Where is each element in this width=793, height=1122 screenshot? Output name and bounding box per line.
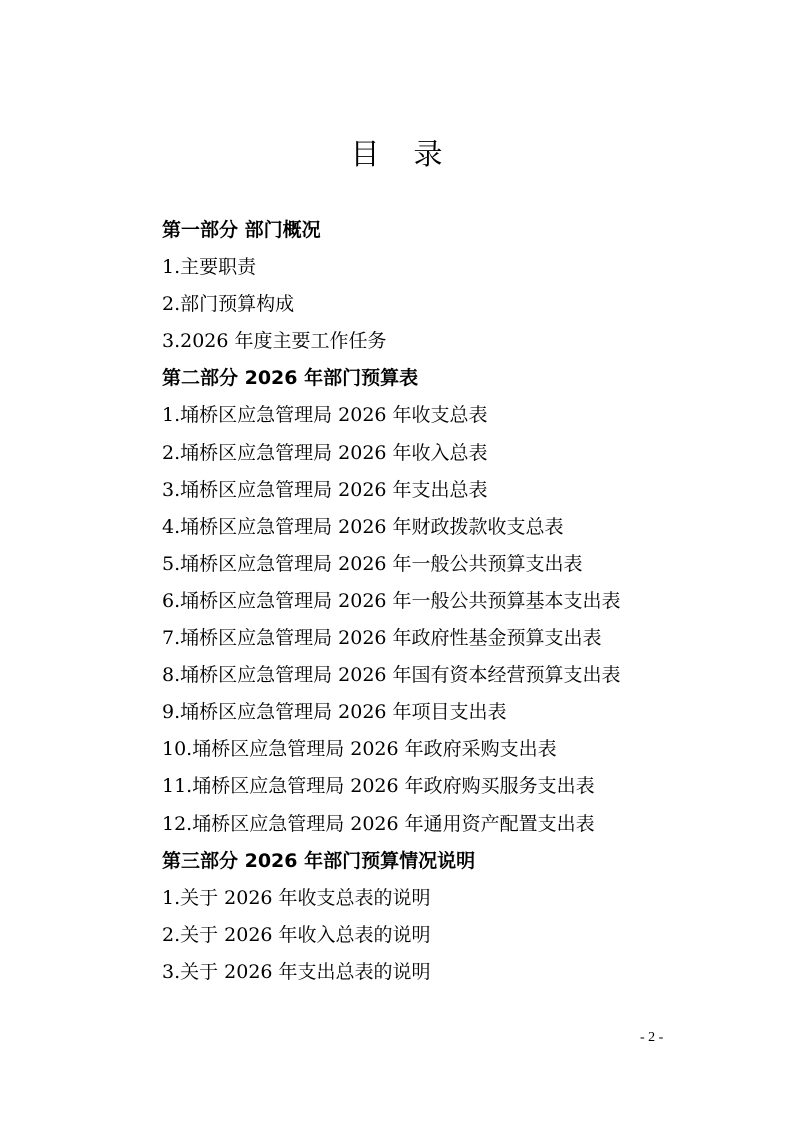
page-number: - 2 - xyxy=(640,1030,664,1045)
toc-item: 9.埇桥区应急管理局 2026 年项目支出表 xyxy=(162,701,507,724)
toc-item: 11.埇桥区应急管理局 2026 年政府购买服务支出表 xyxy=(162,775,595,798)
toc-item: 3.埇桥区应急管理局 2026 年支出总表 xyxy=(162,478,488,501)
toc-item: 1.关于 2026 年收支总表的说明 xyxy=(162,886,431,909)
toc-item: 8.埇桥区应急管理局 2026 年国有资本经营预算支出表 xyxy=(162,664,621,687)
toc-item: 6.埇桥区应急管理局 2026 年一般公共预算基本支出表 xyxy=(162,589,621,612)
toc-item: 2.关于 2026 年收入总表的说明 xyxy=(162,923,431,946)
toc-item: 7.埇桥区应急管理局 2026 年政府性基金预算支出表 xyxy=(162,627,602,650)
toc-item: 10.埇桥区应急管理局 2026 年政府采购支出表 xyxy=(162,738,557,761)
table-of-contents xyxy=(162,212,722,991)
toc-item: 12.埇桥区应急管理局 2026 年通用资产配置支出表 xyxy=(162,812,595,835)
toc-section-heading: 第一部分 部门概况 xyxy=(162,219,321,241)
title-char: 录 xyxy=(413,137,443,171)
page-title xyxy=(0,132,793,173)
toc-item: 1.主要职责 xyxy=(162,256,257,279)
toc-section-heading: 第三部分 2026 年部门预算情况说明 xyxy=(162,849,476,872)
toc-item: 3.2026 年度主要工作任务 xyxy=(162,330,387,353)
toc-item: 2.部门预算构成 xyxy=(162,293,295,316)
toc-item: 1.埇桥区应急管理局 2026 年收支总表 xyxy=(162,404,488,427)
toc-section-heading: 第二部分 2026 年部门预算表 xyxy=(162,367,419,390)
toc-item: 3.关于 2026 年支出总表的说明 xyxy=(162,960,431,983)
toc-item: 4.埇桥区应急管理局 2026 年财政拨款收支总表 xyxy=(162,515,564,538)
toc-item: 2.埇桥区应急管理局 2026 年收入总表 xyxy=(162,441,488,464)
title-char: 目 xyxy=(350,137,380,171)
toc-item: 5.埇桥区应急管理局 2026 年一般公共预算支出表 xyxy=(162,552,583,575)
